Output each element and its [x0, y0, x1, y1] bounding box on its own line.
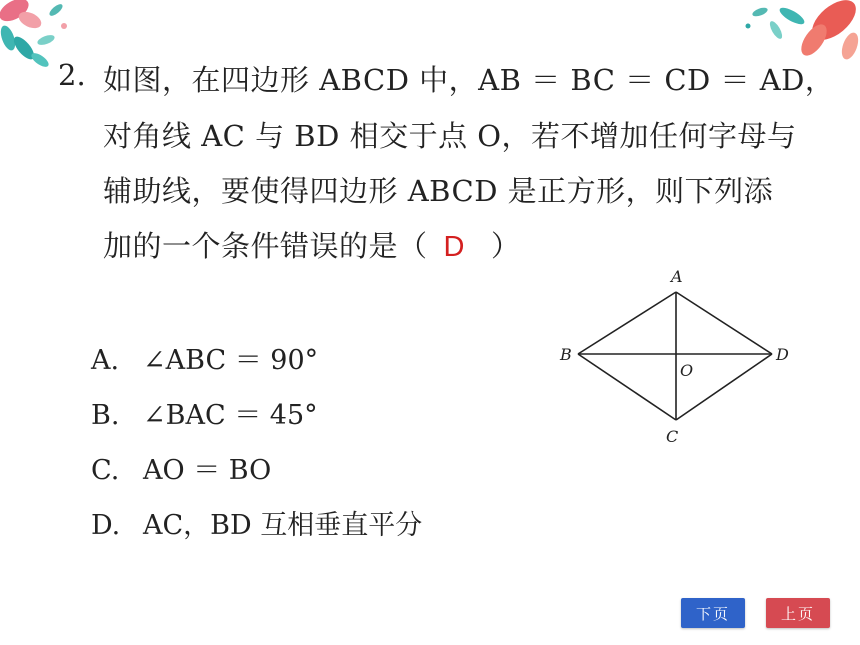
answer-text: D [443, 231, 465, 263]
question-text-line-1: 如图，在四边形 ABCD 中，AB ＝ BC ＝ CD ＝ AD， [103, 63, 835, 97]
vertex-label-o: O [680, 361, 694, 380]
option-c-text: AO ＝ BO [143, 455, 272, 486]
option-b-text: ∠BAC ＝ 45° [143, 400, 318, 431]
option-b-label: B. [91, 400, 120, 431]
question-text-line-3: 辅助线，要使得四边形 ABCD 是正方形，则下列添 [103, 174, 774, 208]
vertex-label-c: C [666, 427, 679, 446]
side-da [676, 292, 772, 354]
option-d-label: D. [91, 510, 121, 541]
option-d [91, 503, 422, 542]
question-text-line-4-prefix: 加的一个条件错误的是（ [103, 229, 428, 263]
option-d-text: AC，BD 互相垂直平分 [143, 510, 423, 541]
question-text-line-4-suffix: ） [490, 229, 521, 263]
rhombus-figure [556, 262, 796, 452]
vertex-label-d: D [776, 345, 789, 364]
option-c [91, 448, 271, 487]
side-ab [578, 292, 676, 354]
previous-page-button[interactable]: 上页 [766, 598, 830, 628]
option-a-text: ∠ABC ＝ 90° [143, 345, 319, 376]
option-b [91, 393, 318, 432]
option-a-label: A. [91, 345, 120, 376]
question-text-line-2: 对角线 AC 与 BD 相交于点 O，若不增加任何字母与 [103, 119, 797, 153]
next-page-button[interactable]: 下页 [681, 598, 745, 628]
side-bc [578, 354, 676, 420]
option-a [91, 338, 318, 377]
question-text-line-4 [103, 224, 520, 265]
option-c-label: C. [91, 455, 120, 486]
question-number: 2. [58, 58, 86, 92]
vertex-label-b: B [560, 345, 572, 364]
vertex-label-a: A [671, 267, 683, 286]
